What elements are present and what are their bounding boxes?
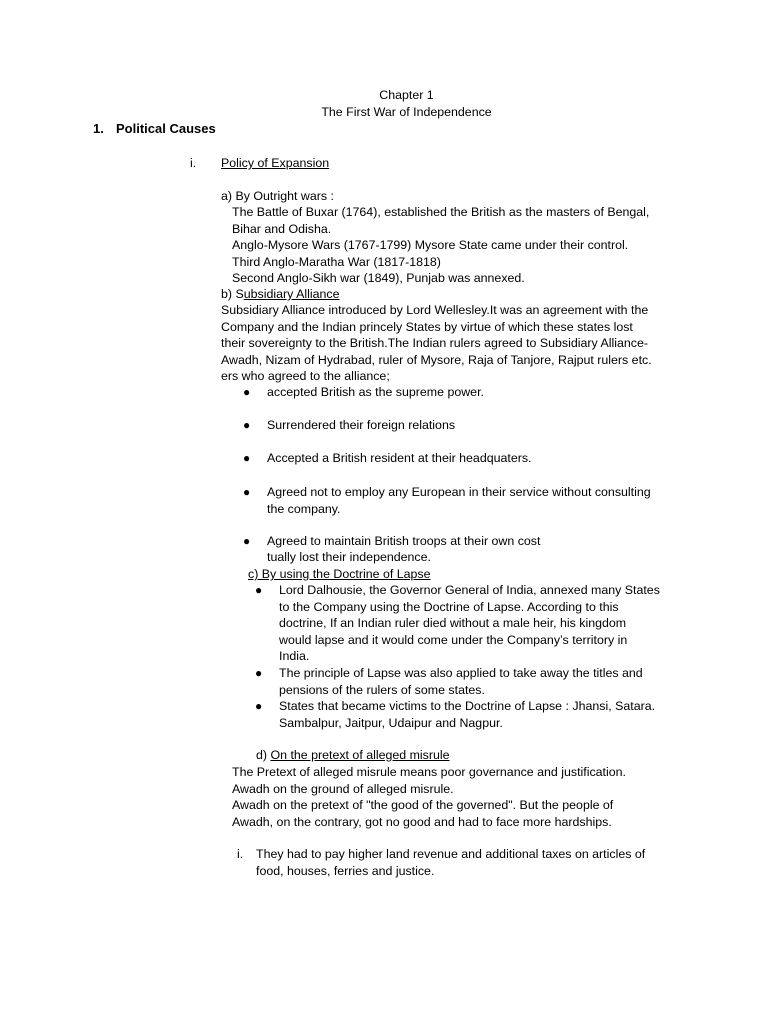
subsidiary-heading-underlined: ubsidiary Alliance	[243, 287, 340, 301]
bullet-icon: ●	[243, 534, 251, 548]
bullet-icon: ●	[255, 666, 263, 680]
chapter-label: Chapter 1	[379, 88, 434, 102]
subsidiary-heading	[221, 286, 339, 303]
lapse-bullet-line: doctrine, If an Indian ruler died without a male heir, his kingdom	[279, 616, 627, 631]
subsidiary-line: ers who agreed to the alliance;	[221, 369, 390, 384]
wars-paragraph	[232, 204, 649, 287]
lapse-bullet-text	[279, 698, 655, 731]
lapse-bullet-line: India.	[279, 649, 310, 664]
section-heading: Political Causes	[116, 121, 216, 136]
wars-line: Third Anglo-Maratha War (1817-1818)	[232, 254, 441, 269]
misrule-heading-underlined: On the pretext of alleged misrule	[270, 748, 450, 762]
wars-heading: a) By Outright wars :	[221, 189, 334, 203]
subsidiary-bullet-text: Surrendered their foreign relations	[267, 418, 456, 432]
lapse-bullet-line: pensions of the rulers of some states.	[279, 682, 485, 697]
section-number: 1.	[93, 121, 104, 136]
lapse-heading: c) By using the Doctrine of Lapse	[248, 567, 431, 581]
bullet-icon: ●	[243, 485, 251, 499]
lapse-bullet-line: Sambalpur, Jaitpur, Udaipur and Nagpur.	[279, 715, 503, 730]
misrule-item-text	[256, 846, 645, 879]
misrule-line: Awadh on the ground of alleged misrule.	[232, 781, 454, 796]
subsidiary-bullet-line: Agreed not to employ any European in their service without consulting	[267, 485, 651, 499]
misrule-paragraph	[232, 764, 626, 830]
misrule-line: Awadh, on the contrary, got no good and had to face more hardships.	[232, 814, 612, 829]
misrule-item-line: food, houses, ferries and justice.	[256, 863, 435, 878]
subsidiary-line: their sovereignty to the British.The Indian rulers agreed to Subsidiary Alliance-	[221, 336, 649, 351]
subsidiary-heading-prefix: b) S	[221, 287, 244, 301]
misrule-item-line: They had to pay higher land revenue and additional taxes on articles of	[256, 847, 646, 861]
lapse-bullet-line: The principle of Lapse was also applied to take away the titles and	[279, 666, 643, 680]
misrule-heading	[256, 747, 450, 764]
misrule-line: Awadh on the pretext of "the good of the governed". But the people of	[232, 798, 614, 813]
lapse-bullet-line: Lord Dalhousie, the Governor General of India, annexed many States	[279, 583, 660, 597]
lapse-bullet-line: to the Company using the Doctrine of Lapse. According to this	[279, 599, 619, 614]
subsidiary-bullet-text: accepted British as the supreme power.	[267, 385, 484, 399]
subsidiary-bullet-line: the company.	[267, 501, 341, 516]
bullet-icon: ●	[255, 699, 263, 713]
subsidiary-paragraph	[221, 302, 652, 385]
subsidiary-bullet-text: Accepted a British resident at their headquaters.	[267, 451, 532, 465]
subsection-heading: Policy of Expansion	[221, 156, 330, 170]
wars-line: Anglo-Mysore Wars (1767-1799) Mysore State came under their control.	[232, 238, 629, 253]
lapse-bullet-text	[279, 665, 643, 698]
subsidiary-line: Company and the Indian princely States by virtue of which these states lost	[221, 319, 633, 334]
subsidiary-line: Awadh, Nizam of Hydrabad, ruler of Mysore, Raja of Tanjore, Rajput rulers etc.	[221, 352, 652, 367]
chapter-title: The First War of Independence	[321, 105, 492, 119]
subsidiary-bullet-text	[267, 484, 651, 517]
bullet-icon: ●	[243, 451, 251, 465]
bullet-icon: ●	[243, 418, 251, 432]
misrule-line: The Pretext of alleged misrule means poor governance and justification.	[232, 765, 626, 779]
subsidiary-line: Subsidiary Alliance introduced by Lord Wellesley.It was an agreement with the	[221, 303, 649, 317]
bullet-icon: ●	[243, 385, 251, 399]
subsection-numeral: i.	[190, 156, 197, 170]
lapse-bullet-line: would lapse and it would come under the Company’s territory in	[279, 632, 628, 647]
misrule-heading-prefix: d)	[256, 748, 271, 762]
wars-line: The Battle of Buxar (1764), established the British as the masters of Bengal,	[232, 205, 650, 219]
misrule-item-numeral: i.	[237, 847, 244, 861]
lapse-bullet-line: States that became victims to the Doctrine of Lapse : Jhansi, Satara.	[279, 699, 656, 713]
subsidiary-closing: tually lost their independence.	[267, 550, 431, 564]
wars-line: Bihar and Odisha.	[232, 221, 332, 236]
lapse-bullet-text	[279, 582, 660, 665]
wars-line: Second Anglo-Sikh war (1849), Punjab was annexed.	[232, 271, 525, 286]
subsidiary-bullet-text: Agreed to maintain British troops at their own cost	[267, 534, 541, 548]
bullet-icon: ●	[255, 583, 263, 597]
